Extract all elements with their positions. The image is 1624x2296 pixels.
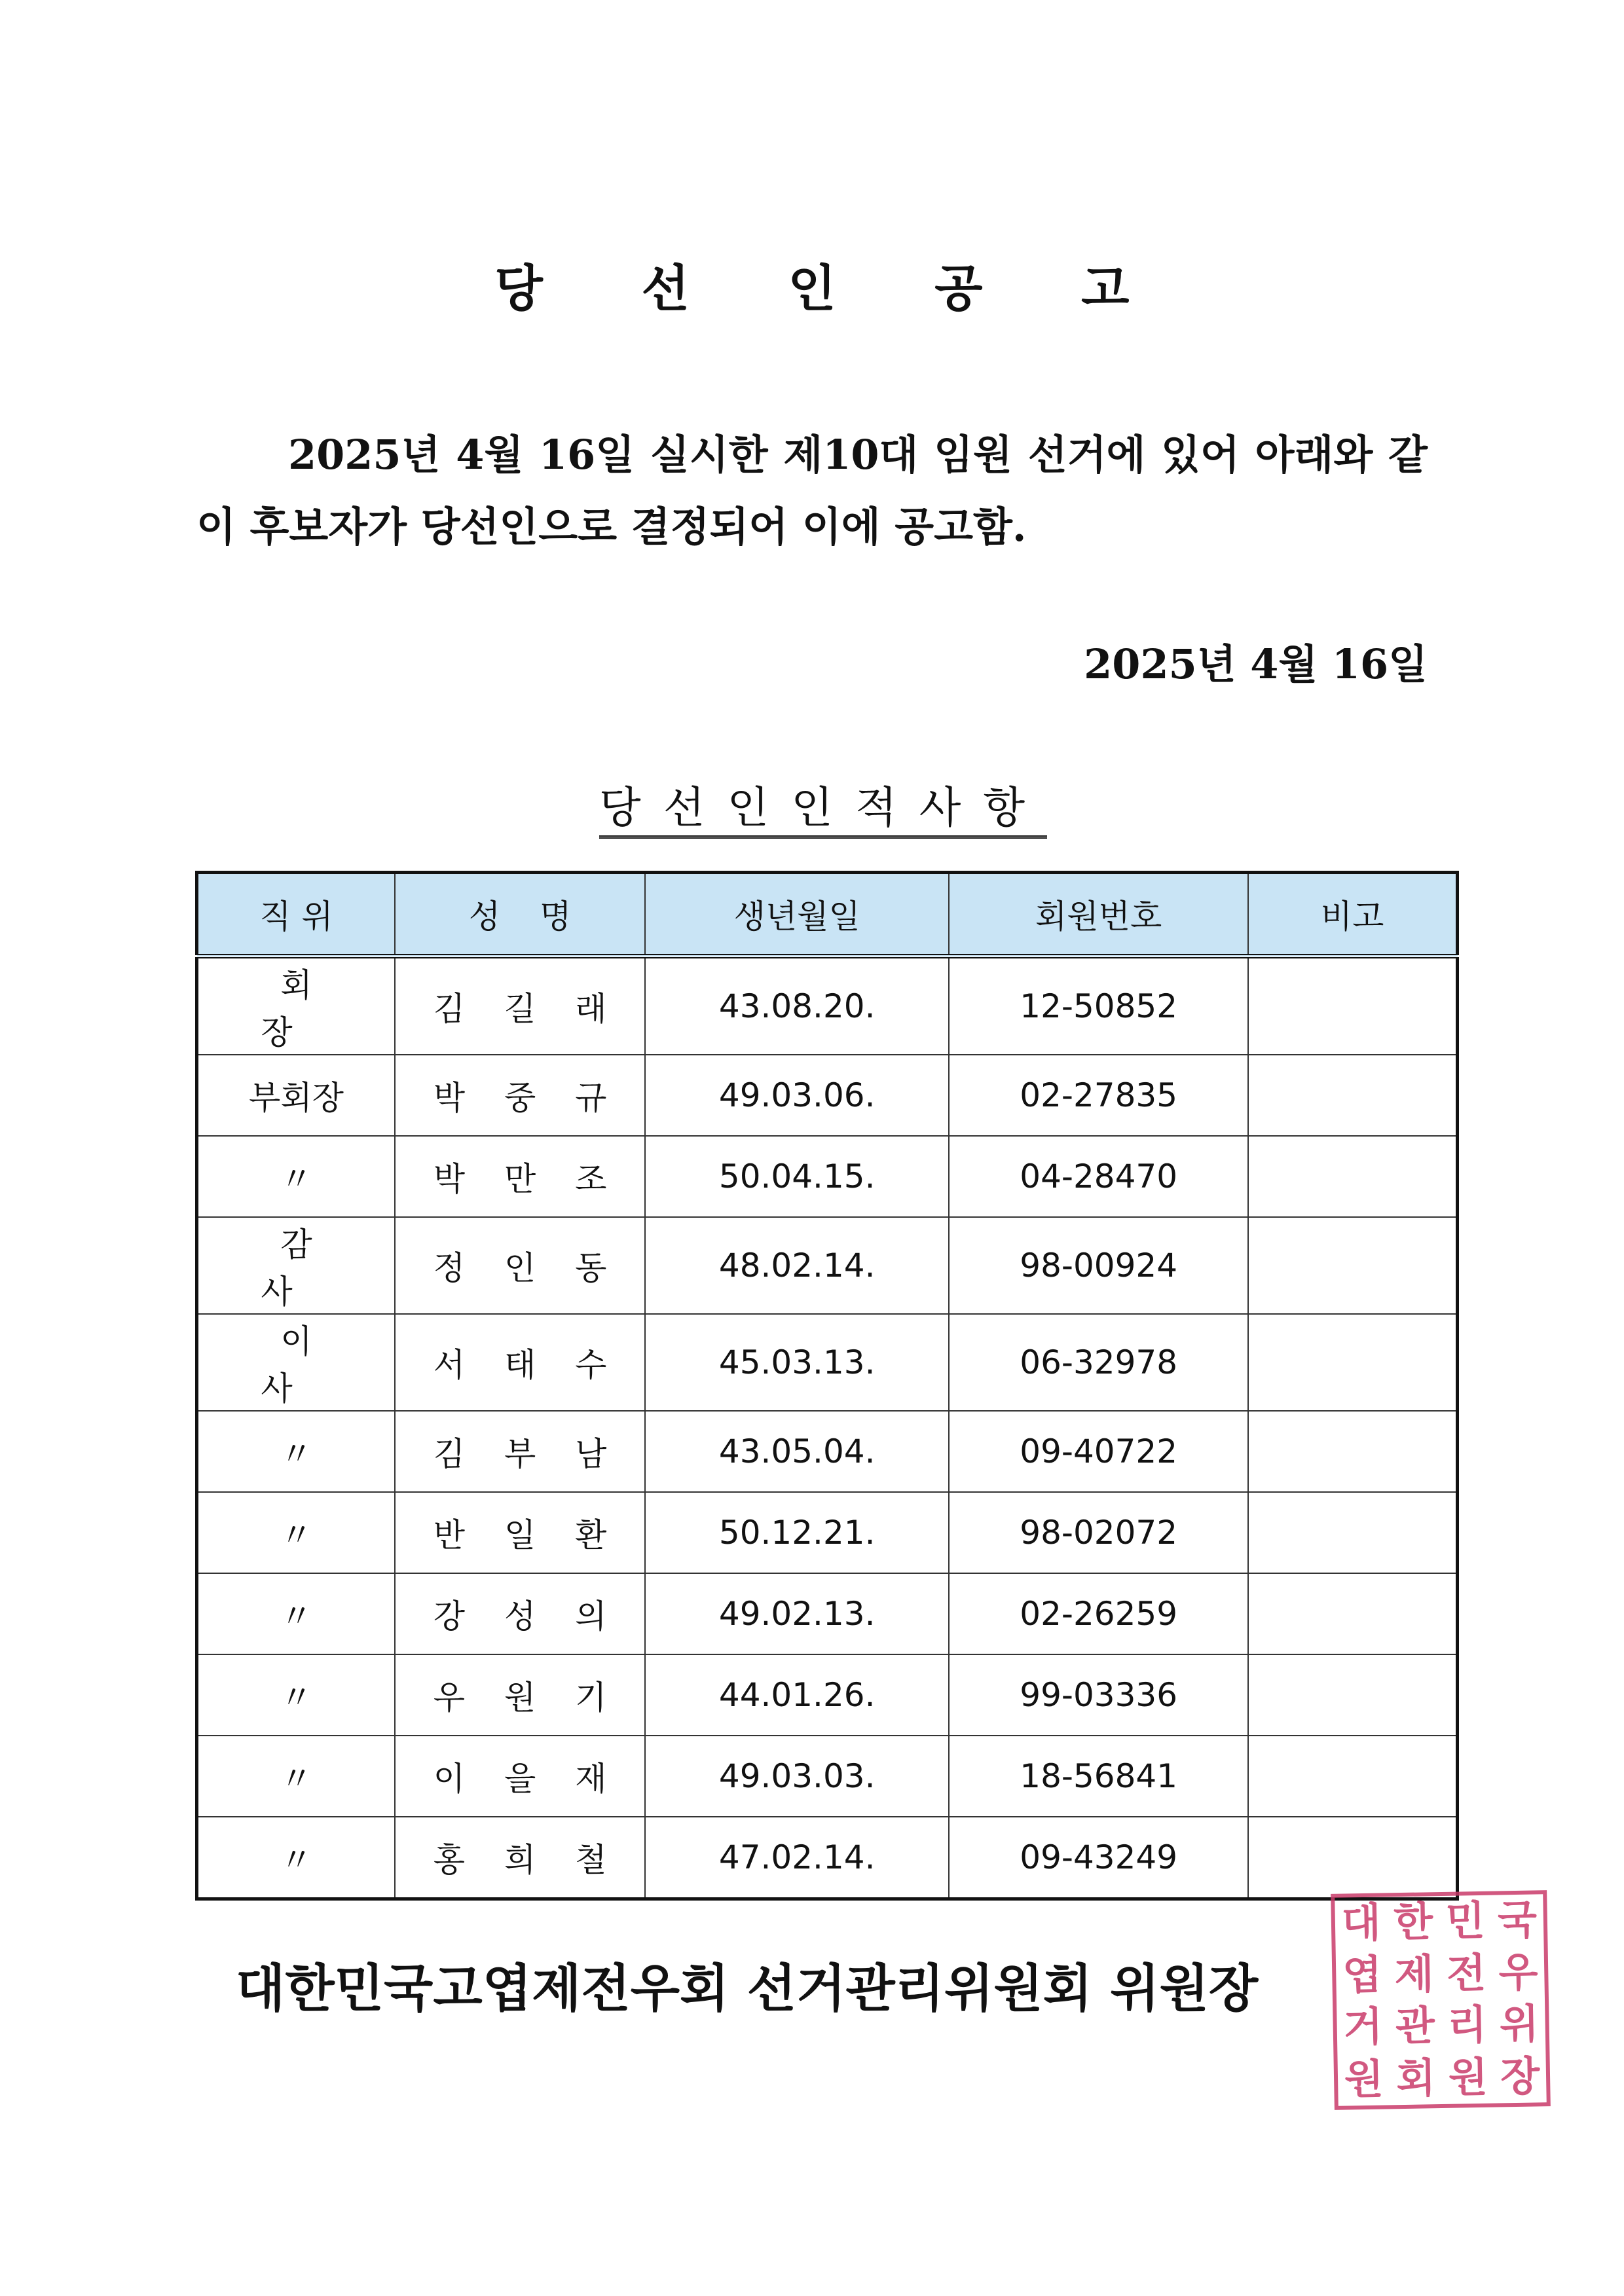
header-note: 비고 xyxy=(1248,873,1457,957)
cell-member-number: 99-03336 xyxy=(949,1654,1248,1736)
cell-member-number: 06-32978 xyxy=(949,1314,1248,1411)
cell-position: 〃 xyxy=(197,1654,395,1736)
seal-char: 한 xyxy=(1393,1897,1433,1946)
cell-name: 박 만 조 xyxy=(395,1136,645,1217)
table-row xyxy=(197,1817,1458,1899)
seal-char: 전 xyxy=(1446,1948,1486,1997)
cell-position: 〃 xyxy=(197,1136,395,1217)
header-birthdate: 생년월일 xyxy=(645,873,949,957)
header-member-number: 회원번호 xyxy=(949,873,1248,957)
table-row xyxy=(197,1654,1458,1736)
cell-name: 반 일 환 xyxy=(395,1492,645,1573)
cell-position: 감 사 xyxy=(197,1217,395,1314)
cell-position: 〃 xyxy=(197,1573,395,1654)
notice-date: 2025년 4월 16일 xyxy=(1084,640,1428,688)
cell-note xyxy=(1248,1817,1457,1899)
cell-note xyxy=(1248,1573,1457,1654)
seal-char: 원 xyxy=(1448,2052,1488,2102)
cell-birthdate: 43.05.04. xyxy=(645,1411,949,1492)
cell-birthdate: 49.03.03. xyxy=(645,1736,949,1817)
seal-char: 엽 xyxy=(1342,1950,1382,1999)
table-header-row xyxy=(197,873,1458,957)
cell-member-number: 02-26259 xyxy=(949,1573,1248,1654)
cell-birthdate: 49.03.06. xyxy=(645,1055,949,1136)
section-subtitle xyxy=(0,773,1624,835)
cell-note xyxy=(1248,1055,1457,1136)
table-row xyxy=(197,1055,1458,1136)
cell-member-number: 04-28470 xyxy=(949,1136,1248,1217)
cell-note xyxy=(1248,1217,1457,1314)
seal-char: 국 xyxy=(1497,1895,1538,1944)
header-position: 직 위 xyxy=(197,873,395,957)
cell-birthdate: 45.03.13. xyxy=(645,1314,949,1411)
notice-body: 2025년 4월 16일 실시한 제10대 임원 선거에 있어 아래와 같이 후보자가 당선인으로 결정되어 이에 공고함. xyxy=(196,431,1428,551)
cell-position: 이 사 xyxy=(197,1314,395,1411)
cell-position: 〃 xyxy=(197,1411,395,1492)
table-row xyxy=(197,1736,1458,1817)
cell-member-number: 98-02072 xyxy=(949,1492,1248,1573)
table-row xyxy=(197,957,1458,1055)
cell-member-number: 12-50852 xyxy=(949,957,1248,1055)
cell-name: 박 중 규 xyxy=(395,1055,645,1136)
cell-name: 이 을 재 xyxy=(395,1736,645,1817)
table-row xyxy=(197,1217,1458,1314)
cell-note xyxy=(1248,1654,1457,1736)
cell-birthdate: 50.12.21. xyxy=(645,1492,949,1573)
seal-char: 원 xyxy=(1344,2054,1384,2104)
seal-char: 관 xyxy=(1395,2001,1435,2050)
cell-position: 〃 xyxy=(197,1817,395,1899)
seal-char: 대 xyxy=(1341,1898,1382,1947)
official-seal xyxy=(1331,1890,1551,2110)
notice-title: 당 선 인 공 고 xyxy=(494,259,1170,318)
cell-member-number: 98-00924 xyxy=(949,1217,1248,1314)
seal-char: 회 xyxy=(1395,2053,1436,2102)
cell-birthdate: 50.04.15. xyxy=(645,1136,949,1217)
seal-char: 장 xyxy=(1500,2051,1540,2100)
cell-note xyxy=(1248,1136,1457,1217)
signature-line: 대한민국고엽제전우회 선거관리위원회 위원장 xyxy=(236,1959,1259,2018)
cell-note xyxy=(1248,957,1457,1055)
cell-member-number: 18-56841 xyxy=(949,1736,1248,1817)
subtitle-text: 당선인인적사항 xyxy=(599,782,1047,839)
cell-position: 회 장 xyxy=(197,957,395,1055)
cell-position: 부회장 xyxy=(197,1055,395,1136)
seal-char: 우 xyxy=(1498,1947,1539,1996)
cell-position: 〃 xyxy=(197,1492,395,1573)
cell-member-number: 09-43249 xyxy=(949,1817,1248,1899)
cell-note xyxy=(1248,1411,1457,1492)
cell-name: 서 태 수 xyxy=(395,1314,645,1411)
seal-char: 민 xyxy=(1445,1896,1486,1945)
seal-char: 위 xyxy=(1499,1999,1540,2049)
table-row xyxy=(197,1411,1458,1492)
table-row xyxy=(197,1314,1458,1411)
header-name: 성 명 xyxy=(395,873,645,957)
seal-char: 거 xyxy=(1342,2002,1384,2051)
cell-birthdate: 43.08.20. xyxy=(645,957,949,1055)
cell-birthdate: 49.02.13. xyxy=(645,1573,949,1654)
cell-birthdate: 44.01.26. xyxy=(645,1654,949,1736)
cell-note xyxy=(1248,1314,1457,1411)
cell-name: 김 길 래 xyxy=(395,957,645,1055)
cell-name: 우 원 기 xyxy=(395,1654,645,1736)
cell-name: 강 성 의 xyxy=(395,1573,645,1654)
cell-name: 홍 희 철 xyxy=(395,1817,645,1899)
seal-char: 리 xyxy=(1447,2000,1488,2049)
table-row xyxy=(197,1492,1458,1573)
cell-name: 정 인 동 xyxy=(395,1217,645,1314)
cell-name: 김 부 남 xyxy=(395,1411,645,1492)
table-row xyxy=(197,1573,1458,1654)
cell-note xyxy=(1248,1736,1457,1817)
cell-member-number: 02-27835 xyxy=(949,1055,1248,1136)
cell-birthdate: 47.02.14. xyxy=(645,1817,949,1899)
cell-note xyxy=(1248,1492,1457,1573)
seal-char: 제 xyxy=(1393,1949,1435,1998)
cell-member-number: 09-40722 xyxy=(949,1411,1248,1492)
table-row xyxy=(197,1136,1458,1217)
cell-position: 〃 xyxy=(197,1736,395,1817)
cell-birthdate: 48.02.14. xyxy=(645,1217,949,1314)
elected-roster-table xyxy=(195,871,1459,1901)
